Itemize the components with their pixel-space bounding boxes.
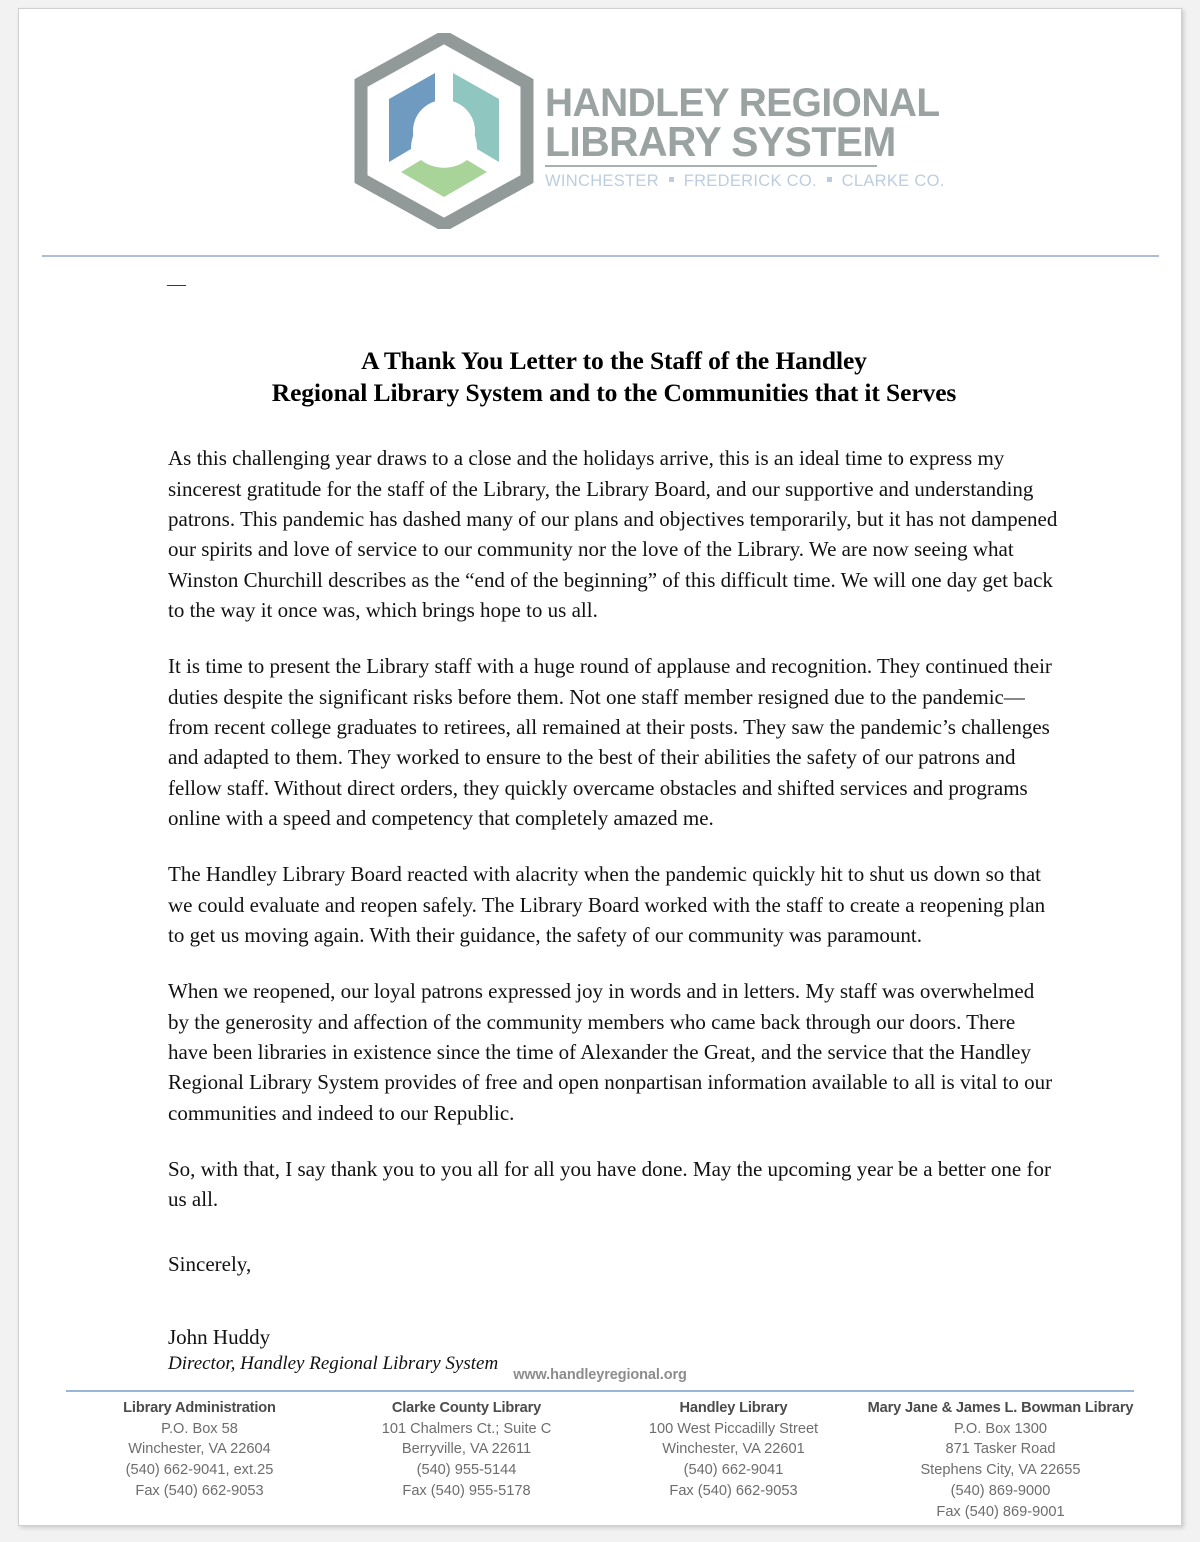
square-bullet-icon	[827, 177, 832, 182]
branch-address-line: P.O. Box 58	[161, 1420, 238, 1437]
logo-wordmark	[545, 71, 952, 191]
branch-address-line: Stephens City, VA 22655	[920, 1462, 1081, 1479]
page-title-line-2: Regional Library System and to the Communities that it Serves	[271, 378, 957, 408]
branch-address-line: 100 West Piccadilly Street	[648, 1420, 819, 1437]
tagline-part-clarke: CLARKE CO.	[841, 172, 945, 191]
stray-dash-mark: —	[167, 274, 186, 295]
letter-paragraph: As this challenging year draws to a close and the holidays arrive, this is an ideal time to express my sincerest gratitude for the staff of the Library, the Library Board, and our supportive and understanding patrons. This pandemic has dashed many of our plans and objectives temporarily, but it has not dampened our spirits and love of service to our community nor the love of the Library. We are now seeing what Winston Churchill describes as the “end of the beginning” of this difficult time. We will one day get back to the way it once was, which brings hope to us all.	[168, 446, 1058, 622]
footer-branch-library-administration	[66, 1398, 333, 1522]
organization-logo	[349, 33, 952, 229]
branch-phone-line: (540) 869-9000	[950, 1482, 1051, 1499]
branch-fax-line: Fax (540) 662-9053	[669, 1482, 798, 1499]
letter-paragraph: When we reopened, our loyal patrons expressed joy in words and in letters. My staff was overwhelmed by the generosity and affection of the community members who came back through our doors. There have been libraries in existence since the time of Alexander the Great, and the service that the Handley Regional Library System provides of free and open nonpartisan information available to all is vital to our communities and indeed to our Republic.	[168, 979, 1053, 1125]
letter-paragraph: It is time to present the Library staff with a huge round of applause and recognition. They continued their duties despite the significant risks before them. Not one staff member resigned due to the pandemic—from recent college graduates to retirees, all remained at their posts. They saw the pandemic’s challenges and adapted to them. They worked to ensure to the best of their abilities the safety of our patrons and fellow staff. Without direct orders, they quickly overcame obstacles and shifted services and programs online with a speed and competency that completely amazed me.	[168, 654, 1052, 831]
tagline-part-winchester: WINCHESTER	[545, 172, 659, 191]
letter-body	[168, 345, 1060, 1376]
wordmark-line-2: LIBRARY SYSTEM	[545, 118, 896, 166]
branch-fax-line: Fax (540) 869-9001	[936, 1503, 1065, 1520]
branch-address-line: 101 Chalmers Ct.; Suite C	[381, 1420, 552, 1437]
letterhead-divider-rule	[42, 255, 1159, 257]
branch-fax-line: Fax (540) 662-9053	[135, 1482, 264, 1499]
footer-branch-handley-library	[600, 1398, 867, 1522]
square-bullet-icon	[669, 177, 674, 182]
branch-name: Handley Library	[679, 1400, 788, 1416]
closing-salutation: Sincerely,	[168, 1251, 252, 1276]
branch-phone-line: (540) 955-5144	[416, 1462, 517, 1479]
letter-paragraph: So, with that, I say thank you to you all for all you have done. May the upcoming year be a better one for us all.	[168, 1157, 1051, 1212]
wordmark-line-1: HANDLEY REGIONAL	[545, 80, 940, 125]
branch-phone-line: (540) 662-9041	[683, 1462, 784, 1479]
footer-branch-bowman-library	[867, 1398, 1134, 1522]
website-url[interactable]: www.handleyregional.org	[513, 1367, 687, 1383]
branch-name: Mary Jane & James L. Bowman Library	[867, 1400, 1134, 1416]
branch-address-line: Winchester, VA 22604	[128, 1441, 271, 1458]
branch-address-line: Berryville, VA 22611	[401, 1441, 532, 1458]
branch-address-line: P.O. Box 1300	[953, 1420, 1048, 1437]
letterhead	[19, 9, 1181, 223]
page-title-line-1: A Thank You Letter to the Staff of the Handley	[361, 346, 867, 375]
document-page	[18, 8, 1182, 1526]
letter-paragraph: The Handley Library Board reacted with alacrity when the pandemic quickly hit to shut us down so that we could evaluate and reopen safely. The Library Board worked with the staff to create a reopening plan to get us moving again. With their guidance, the safety of our community was paramount.	[168, 862, 1046, 948]
branch-fax-line: Fax (540) 955-5178	[402, 1482, 531, 1499]
branch-phone-line: (540) 662-9041, ext.25	[125, 1462, 274, 1479]
branch-address-line: 871 Tasker Road	[945, 1441, 1056, 1458]
letter-closing	[168, 1249, 1060, 1376]
logo-tagline	[545, 172, 952, 191]
branch-address-line: Winchester, VA 22601	[662, 1441, 805, 1458]
branch-name: Library Administration	[123, 1400, 276, 1416]
branch-name: Clarke County Library	[391, 1400, 542, 1416]
tagline-part-frederick: FREDERICK CO.	[683, 172, 817, 191]
signer-title: Director, Handley Regional Library System	[168, 1352, 499, 1374]
footer-branch-columns	[66, 1398, 1134, 1522]
footer-divider-rule	[66, 1390, 1134, 1392]
page-title	[168, 345, 1060, 409]
hexagon-logo-icon	[349, 33, 539, 229]
signer-name: John Huddy	[168, 1325, 271, 1350]
wordmark-underline-rule	[545, 165, 877, 167]
page-footer	[19, 1367, 1181, 1522]
footer-branch-clarke-county-library	[333, 1398, 600, 1522]
